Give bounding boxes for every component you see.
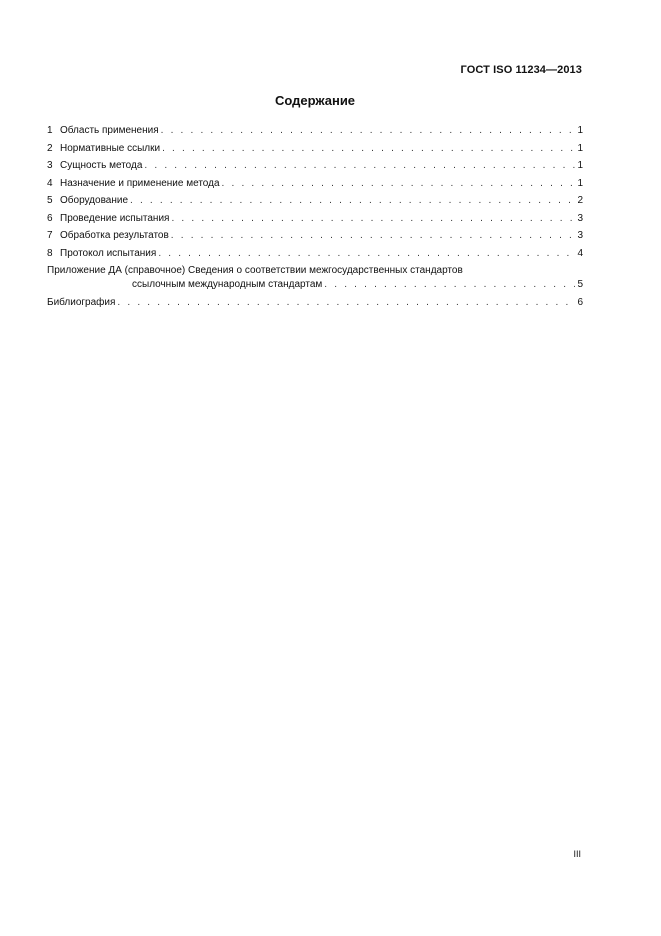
toc-leader-dots (171, 227, 575, 245)
toc-appendix-entry[interactable] (47, 264, 583, 277)
toc-entry-page: 3 (577, 212, 583, 224)
toc-entry-page: 5 (577, 279, 583, 290)
toc-entry-label: Сущность метода (60, 160, 143, 171)
toc-entry-number: 2 (47, 142, 53, 154)
toc-appendix-title: Приложение ДА (справочное) Сведения о соответствии межгосударственных стандартов (47, 265, 463, 276)
toc-leader-dots (158, 245, 575, 263)
toc-entry-label: Обработка результатов (60, 230, 169, 241)
toc-leader-dots (144, 157, 575, 175)
toc-entry-page: 4 (577, 247, 583, 259)
table-of-contents (47, 122, 583, 312)
toc-entry-label: Область применения (60, 125, 159, 136)
toc-entry-page: 1 (577, 142, 583, 154)
toc-entry-number: 5 (47, 195, 53, 206)
toc-entry-5[interactable] (47, 192, 583, 210)
toc-appendix-subtitle: ссылочным международным стандартам (132, 279, 323, 290)
toc-leader-dots (222, 175, 575, 193)
toc-entry-4[interactable] (47, 175, 583, 193)
toc-leader-dots (161, 122, 575, 140)
page-number: III (573, 849, 581, 859)
toc-entry-number: 8 (47, 247, 53, 259)
toc-entry-label: Библиография (47, 297, 116, 308)
toc-entry-6[interactable] (47, 210, 583, 228)
toc-entry-label: Оборудование (60, 195, 129, 206)
toc-entry-8[interactable] (47, 245, 583, 263)
toc-entry-label: Назначение и применение метода (60, 177, 220, 189)
toc-entry-number: 6 (47, 212, 53, 224)
toc-entry-label: Проведение испытания (60, 212, 170, 224)
toc-bibliography-entry[interactable] (47, 294, 583, 312)
toc-entry-1[interactable] (47, 122, 583, 140)
toc-entry-7[interactable] (47, 227, 583, 245)
toc-entry-number: 4 (47, 177, 53, 189)
toc-entry-label: Нормативные ссылки (60, 142, 161, 154)
toc-leader-dots (324, 277, 575, 293)
page-title: Содержание (274, 93, 356, 108)
toc-entry-number: 3 (47, 160, 53, 171)
toc-entry-2[interactable] (47, 140, 583, 158)
toc-entry-page: 6 (577, 297, 583, 308)
toc-entry-page: 2 (577, 195, 583, 206)
toc-leader-dots (130, 192, 575, 210)
toc-entry-label: Протокол испытания (60, 247, 157, 259)
toc-appendix-continuation[interactable] (47, 277, 583, 293)
toc-entry-number: 1 (47, 125, 53, 136)
toc-leader-dots (162, 140, 575, 158)
toc-entry-3[interactable] (47, 157, 583, 175)
toc-entry-number: 7 (47, 230, 53, 241)
toc-entry-page: 1 (577, 160, 583, 171)
toc-leader-dots (117, 294, 575, 312)
document-code: ГОСТ ISO 11234—2013 (460, 64, 582, 76)
toc-leader-dots (171, 210, 575, 228)
toc-entry-page: 1 (577, 177, 583, 189)
toc-entry-page: 1 (577, 125, 583, 136)
toc-entry-page: 3 (577, 230, 583, 241)
